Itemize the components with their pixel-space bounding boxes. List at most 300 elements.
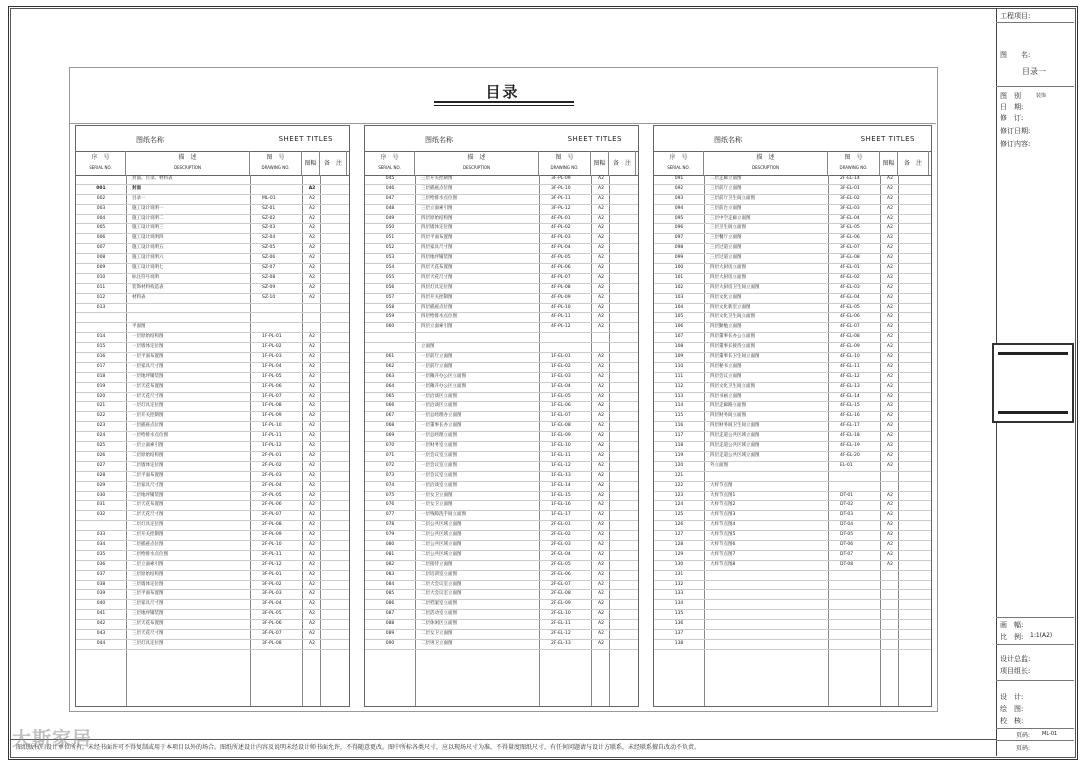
serial-no: 075 — [385, 492, 395, 498]
description: 大样节点图2 — [710, 502, 736, 508]
description — [710, 590, 828, 599]
table-row — [365, 195, 638, 205]
serial-no: 063 — [385, 373, 395, 379]
sheet-size: A2 — [598, 502, 604, 508]
drawing-no: 1F-PL-05 — [262, 373, 282, 379]
description: 一层会议室立面图 — [421, 472, 457, 478]
description: 二层地坪铺装图 — [132, 492, 164, 498]
table-row — [654, 531, 931, 541]
design-director-label: 设计总监: — [1000, 655, 1031, 663]
description: 三层过道立面图 — [710, 255, 742, 261]
sheet-size — [304, 313, 320, 322]
serial-no: 062 — [385, 363, 395, 369]
drawing-no: 4F-PL-10 — [551, 304, 571, 310]
drawing-no: 1F-PL-02 — [262, 344, 282, 350]
serial-no: 133 — [674, 591, 684, 597]
serial-no: 003 — [96, 205, 106, 211]
scale-label: 比 例: — [1000, 633, 1024, 641]
description: 三层给排水点位图 — [421, 195, 457, 201]
description: 一层敞开办公区立面图 — [421, 383, 466, 389]
description: 大样节点图1 — [710, 492, 736, 498]
description: 立面图 — [421, 344, 435, 350]
description: 三层中空走廊立面图 — [710, 215, 751, 221]
serial-no: 016 — [96, 354, 106, 360]
serial-no: 022 — [96, 413, 106, 419]
category-label: 图 别 — [1000, 92, 1021, 100]
serial-no: 096 — [674, 225, 684, 231]
description — [710, 571, 828, 580]
sheet-size: A2 — [598, 393, 604, 399]
serial-no: 013 — [96, 304, 106, 310]
description: 二层大会议室立面图 — [421, 591, 462, 597]
table-row — [76, 561, 349, 571]
serial-no: 048 — [385, 205, 395, 211]
description: 一层残障洗手间立面图 — [421, 512, 466, 518]
description: 二层开关控制图 — [132, 532, 164, 538]
table-row — [654, 521, 931, 531]
table-row — [365, 511, 638, 521]
table-row — [76, 452, 349, 462]
drawing-no: 2F-PL-05 — [262, 492, 282, 498]
table-row — [654, 264, 931, 274]
column-header — [654, 151, 704, 175]
drawing-no: 3F-PL-12 — [551, 205, 571, 211]
sheet-size: A2 — [598, 640, 604, 646]
table-row — [76, 215, 349, 225]
sheet-size: A2 — [309, 443, 315, 449]
serial-no: 130 — [674, 561, 684, 567]
table-row — [365, 284, 638, 294]
column-header — [880, 151, 898, 175]
table-row — [654, 482, 931, 492]
serial-no: 034 — [96, 541, 106, 547]
serial-no: 134 — [674, 601, 684, 607]
table-row — [76, 640, 349, 650]
sheet-size: A2 — [598, 601, 604, 607]
table-row — [654, 551, 931, 561]
table-row — [76, 482, 349, 492]
drawing-no: 2F-EL-03 — [551, 541, 571, 547]
table-row — [365, 640, 638, 650]
sheet-size: A2 — [598, 561, 604, 567]
sheet-size: A2 — [887, 393, 893, 399]
description: 三层天花尺寸图 — [132, 630, 164, 636]
sheet-size — [882, 610, 898, 619]
table-row — [365, 630, 638, 640]
sheet-size: A2 — [598, 284, 604, 290]
serial-no: 065 — [385, 393, 395, 399]
drawing-no: 3F-PL-11 — [551, 195, 571, 201]
drawing-no — [840, 571, 880, 580]
table-row — [365, 383, 638, 393]
sheet-size: A2 — [309, 423, 315, 429]
table-row — [365, 452, 638, 462]
serial-no: 086 — [385, 601, 395, 607]
serial-no: 119 — [674, 452, 684, 458]
description: 四层给排水点位图 — [421, 314, 457, 320]
serial-no: 012 — [96, 294, 106, 300]
watermark: 大斯家居 — [12, 728, 93, 750]
sheet-size: A2 — [309, 265, 315, 271]
table-row — [365, 343, 638, 353]
table-row — [76, 274, 349, 284]
description — [710, 610, 828, 619]
serial-no: 138 — [674, 640, 684, 646]
column-header — [320, 151, 347, 175]
serial-no: 132 — [674, 581, 684, 587]
drawing-no: 3F-PL-04 — [262, 601, 282, 607]
table-row — [76, 462, 349, 472]
description: 一层开关控制图 — [132, 413, 164, 419]
serial-no: 110 — [674, 363, 684, 369]
sheet-size: A2 — [887, 294, 893, 300]
serial-no: 137 — [674, 630, 684, 636]
drawing-no: 3F-EL-08 — [840, 255, 860, 261]
drawing-no: 1F-EL-12 — [551, 462, 571, 468]
divider — [996, 22, 1074, 23]
table-row — [365, 215, 638, 225]
table-row — [654, 462, 931, 472]
drawing-no: 3F-PL-06 — [262, 621, 282, 627]
serial-no: 124 — [674, 502, 684, 508]
serial-no — [365, 333, 415, 342]
serial-no: 028 — [96, 472, 106, 478]
drawing-no: 4F-PL-05 — [551, 255, 571, 261]
drawing-no: 4F-PL-08 — [551, 284, 571, 290]
sheet-size: A2 — [309, 452, 315, 458]
description: 四层勤勉立面图 — [710, 324, 742, 330]
sheet-size: A2 — [598, 581, 604, 587]
description: 四层文化立面图 — [710, 294, 742, 300]
sheet-size: A2 — [887, 205, 893, 211]
table-row — [654, 640, 931, 650]
table-row — [365, 521, 638, 531]
description: 大样节点图3 — [710, 512, 736, 518]
sheet-size — [304, 304, 320, 313]
drawing-no: 4F-EL-16 — [840, 413, 860, 419]
serial-no: 131 — [674, 571, 684, 577]
description: 二层公共区域立面图 — [421, 551, 462, 557]
description: 材料表 — [132, 294, 146, 300]
serial-no: 120 — [674, 462, 684, 468]
sheet-size: A2 — [309, 472, 315, 478]
table-row — [76, 234, 349, 244]
description: 四层原始结构图 — [421, 215, 453, 221]
description: 四层墙体定位图 — [421, 225, 453, 231]
table-row — [365, 422, 638, 432]
drawing-no: 2F-EL-11 — [551, 621, 571, 627]
table-row — [76, 432, 349, 442]
drawing-no: 4F-EL-03 — [840, 284, 860, 290]
table-row — [76, 294, 349, 304]
description: 大样节点图8 — [710, 561, 736, 567]
table-row — [654, 541, 931, 551]
sheet-size: A2 — [309, 433, 315, 439]
serial-no: 077 — [385, 512, 395, 518]
serial-no: 066 — [385, 403, 395, 409]
serial-no: 115 — [674, 413, 684, 419]
serial-no: 030 — [96, 492, 106, 498]
drawing-no: 4F-EL-13 — [840, 383, 860, 389]
table-row — [654, 284, 931, 294]
column-title-en: DRAWING NO. — [261, 165, 290, 170]
drawing-no: 4F-PL-02 — [551, 225, 571, 231]
serial-no: 128 — [674, 541, 684, 547]
drawing-no: 1F-PL-11 — [262, 433, 282, 439]
table-row — [76, 323, 349, 333]
description: 三层卫生间立面图 — [710, 225, 746, 231]
sheet-size: A2 — [309, 601, 315, 607]
serial-no: 098 — [674, 245, 684, 251]
table-row — [76, 610, 349, 620]
column-title: 图幅 — [882, 160, 895, 167]
sheet-size: A2 — [598, 354, 604, 360]
description: 四层文化卫生间立面图 — [710, 383, 755, 389]
table-row — [654, 383, 931, 393]
serial-no: 043 — [96, 630, 106, 636]
drawing-no: 2F-PL-09 — [262, 532, 282, 538]
table-row — [365, 185, 638, 195]
column-header — [76, 151, 126, 175]
table-body — [654, 175, 931, 650]
description: 一层平面布置图 — [132, 354, 164, 360]
description — [421, 333, 539, 342]
sheet-table-3 — [653, 125, 932, 707]
description: 四层大厨房立面图 — [710, 265, 746, 271]
sheet-size: A2 — [309, 541, 315, 547]
table-row — [365, 294, 638, 304]
description: 大样节点图5 — [710, 532, 736, 538]
description: 三层平面布置图 — [132, 591, 164, 597]
drawing-no: 1F-EL-04 — [551, 383, 571, 389]
drawing-no: 4F-EL-12 — [840, 373, 860, 379]
sheet-size: A2 — [887, 354, 893, 360]
serial-no: 078 — [385, 522, 395, 528]
table-row — [76, 224, 349, 234]
serial-no: 057 — [385, 294, 395, 300]
serial-no: 061 — [385, 354, 395, 360]
description: 一层会议室立面图 — [421, 462, 457, 468]
drawing-no — [840, 610, 880, 619]
drawing-no — [840, 581, 880, 590]
serial-no: 021 — [96, 403, 106, 409]
drawing-no: 1F-EL-10 — [551, 443, 571, 449]
description: 四层家具尺寸图 — [421, 245, 453, 251]
table-row — [365, 323, 638, 333]
serial-no: 084 — [385, 581, 395, 587]
serial-no: 087 — [385, 611, 395, 617]
column-title: 序 号 — [669, 154, 688, 161]
column-header — [828, 151, 880, 175]
description: 二层档案室立面图 — [421, 601, 457, 607]
drawing-no: 1F-EL-02 — [551, 363, 571, 369]
sheet-size — [882, 600, 898, 609]
serial-no: 071 — [385, 452, 395, 458]
description: 四层走道公共区域立面图 — [710, 443, 760, 449]
sheet-size: A2 — [309, 581, 315, 587]
description: 二层天花布置图 — [132, 502, 164, 508]
column-header — [539, 151, 591, 175]
serial-no: 058 — [385, 304, 395, 310]
description: 大样节点图 — [710, 482, 733, 488]
sheet-size: A2 — [309, 215, 315, 221]
table-row — [76, 185, 349, 195]
description — [710, 581, 828, 590]
sheet-size — [882, 630, 898, 639]
serial-no: 055 — [385, 274, 395, 280]
sheet-size: A2 — [887, 452, 893, 458]
description: 封面 — [132, 185, 141, 191]
serial-no: 095 — [674, 215, 684, 221]
description: 一层插座点位图 — [132, 423, 164, 429]
serial-no: 097 — [674, 235, 684, 241]
drawing-no: 4F-EL-20 — [840, 452, 860, 458]
table-row — [365, 571, 638, 581]
drawing-no: DT-04 — [840, 522, 854, 528]
description: 一层董事长办立面图 — [421, 423, 462, 429]
description: 一层洽谈区立面图 — [421, 403, 457, 409]
table-row — [365, 600, 638, 610]
sheet-size: A2 — [309, 621, 315, 627]
description: 平面图 — [132, 324, 146, 330]
description: 三层原始结构图 — [132, 571, 164, 577]
table-row — [654, 323, 931, 333]
serial-no: 042 — [96, 621, 106, 627]
divider — [996, 644, 1074, 645]
drawing-no: SZ-04 — [262, 235, 276, 241]
description: 二层给排水点位图 — [132, 551, 168, 557]
drawing-name-value: 目录一 — [1022, 67, 1046, 76]
table-row — [365, 610, 638, 620]
table-row — [365, 501, 638, 511]
description: 大样节点图7 — [710, 551, 736, 557]
description: 三层墙体定位图 — [132, 581, 164, 587]
sheet-size: A2 — [309, 354, 315, 360]
table-row — [365, 620, 638, 630]
drawing-no — [840, 630, 880, 639]
sheet-size — [304, 323, 320, 332]
sheet-size: A2 — [309, 235, 315, 241]
serial-no: 102 — [674, 284, 684, 290]
table-row — [76, 313, 349, 323]
drawing-no: 1F-PL-08 — [262, 403, 282, 409]
description: 二层墙体定位图 — [132, 462, 164, 468]
drawing-no — [840, 590, 880, 599]
column-title: 描 述 — [467, 154, 486, 161]
description: 一层女卫立面图 — [421, 502, 453, 508]
sheet-size — [882, 482, 898, 491]
description: 三层天花布置图 — [132, 621, 164, 627]
description: 四层董事长卫生间立面图 — [710, 354, 760, 360]
sheet-size: A2 — [887, 235, 893, 241]
drawing-no: 4F-EL-10 — [840, 354, 860, 360]
description: 一层会议室立面图 — [421, 452, 457, 458]
table-row — [365, 244, 638, 254]
table-row — [365, 492, 638, 502]
sheet-size: A2 — [309, 571, 315, 577]
drawing-no: 2F-PL-01 — [262, 452, 282, 458]
sheet-size: A2 — [598, 255, 604, 261]
table-row — [365, 541, 638, 551]
description: 一层洽谈区立面图 — [421, 393, 457, 399]
description: 四层地坪铺装图 — [421, 255, 453, 261]
drawing-no: 1F-EL-17 — [551, 512, 571, 518]
sheet-size: A2 — [309, 522, 315, 528]
description: 二层平面布置图 — [132, 472, 164, 478]
drawing-no: 3F-EL-05 — [840, 225, 860, 231]
serial-no: 047 — [385, 195, 395, 201]
column-title: 备 注 — [323, 160, 342, 167]
sheet-size: A2 — [598, 532, 604, 538]
column-header — [415, 151, 539, 175]
table-row — [76, 531, 349, 541]
serial-no: 105 — [674, 314, 684, 320]
description: 四层秘书立面图 — [710, 363, 742, 369]
drawing-no: DT-05 — [840, 532, 854, 538]
description: 三层灯具定位图 — [132, 640, 164, 646]
drawing-no: 2F-EL-07 — [551, 581, 571, 587]
column-title-en: DESCRIPTION — [173, 165, 202, 170]
drawing-no: 4F-EL-05 — [840, 304, 860, 310]
serial-no: 040 — [96, 601, 106, 607]
table-row — [654, 610, 931, 620]
drawing-no: 3F-PL-09 — [551, 176, 571, 181]
serial-no: 029 — [96, 482, 106, 488]
title-underline — [434, 101, 574, 103]
drawing-no: 3F-PL-07 — [262, 630, 282, 636]
drawing-no: 2F-EL-14 — [840, 176, 860, 181]
drawing-no: 1F-EL-14 — [551, 482, 571, 488]
serial-no: 051 — [385, 235, 395, 241]
sheet-size: A2 — [887, 433, 893, 439]
divider — [996, 740, 1074, 741]
sheet-size: A2 — [887, 492, 893, 498]
serial-no: 072 — [385, 462, 395, 468]
table-row — [654, 432, 931, 442]
sheet-size — [593, 333, 609, 342]
drawing-no: DT-08 — [840, 561, 854, 567]
sheet-label: 画 幅: — [1000, 621, 1024, 629]
sheet-size: A2 — [309, 640, 315, 646]
table-row — [365, 224, 638, 234]
table-row — [76, 195, 349, 205]
description: 四层财务间立面图 — [710, 413, 746, 419]
description: 施工设计说明二 — [132, 215, 164, 221]
drawing-no: 2F-EL-12 — [551, 630, 571, 636]
table-row — [365, 432, 638, 442]
sheet-size: A2 — [309, 284, 315, 290]
table-row — [365, 304, 638, 314]
serial-no: 112 — [674, 383, 684, 389]
description: 四层董事长接待立面图 — [710, 344, 755, 350]
sheet-size: A2 — [887, 274, 893, 280]
drawing-no — [262, 323, 302, 332]
table-row — [654, 373, 931, 383]
description: 三层家具尺寸图 — [132, 601, 164, 607]
drawing-no: 1F-EL-07 — [551, 413, 571, 419]
description: 四层插座点位图 — [421, 304, 453, 310]
serial-no: 041 — [96, 611, 106, 617]
description: 四层文化新室立面图 — [710, 304, 751, 310]
drawing-name-label: 图 名: — [1000, 51, 1031, 59]
sheet-size: A2 — [887, 413, 893, 419]
drawing-no: 2F-EL-13 — [551, 640, 571, 646]
serial-no: 054 — [385, 265, 395, 271]
sheet-size: A2 — [598, 551, 604, 557]
serial-no — [76, 521, 126, 530]
serial-no: 024 — [96, 433, 106, 439]
serial-no: 073 — [385, 472, 395, 478]
